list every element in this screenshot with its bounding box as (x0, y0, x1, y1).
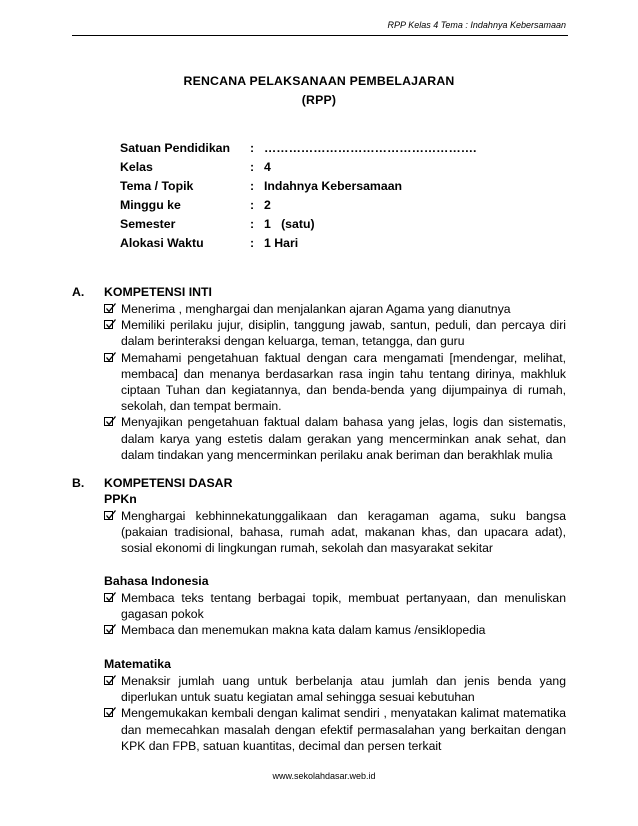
list-item-text: Membaca teks tentang berbagai topik, membuat pertanyaan, dan menuliskan gagasan pokok (121, 591, 566, 622)
section-b-letter: B. (72, 476, 85, 490)
header-rule (72, 35, 568, 36)
list-item-text: Memiliki perilaku jujur, disiplin, tanggung jawab, santun, peduli, dan percaya diri dalam berinteraksi dengan keluarga, teman, tetangga, dan guru (121, 318, 566, 349)
list-item (104, 350, 566, 415)
list-item-text: Memahami pengetahuan faktual dengan cara mengamati [mendengar, melihat, membaca] dan menanya berdasarkan rasa ingin tahu tentang dirinya, makhluk ciptaan Tuhan dan kegiatannya, dan benda-benda yang dijumpainya di rumah, sekolah, dan tempat bermain. (121, 350, 566, 414)
identity-colon: : (250, 236, 255, 250)
identity-value: ……………………………………………. (264, 141, 477, 155)
identity-value: 1 (satu) (264, 217, 315, 231)
list-item (104, 673, 566, 705)
identity-value: Indahnya Kebersamaan (264, 179, 403, 193)
subject-heading-bahasa: Bahasa Indonesia (104, 574, 209, 588)
checkbox-icon (104, 676, 113, 685)
list-item-text: Mengemukakan kembali dengan kalimat sendiri , menyatakan kalimat matematika dan memecahkan masalah dengan efektif permasalahan yang berkaitan dengan KPK dan FPB, satuan kuantitas, decimal dan persen terkait (121, 706, 566, 753)
identity-colon: : (250, 217, 255, 231)
section-b-heading (72, 476, 232, 490)
identity-label: Satuan Pendidikan (120, 141, 231, 155)
list-item (104, 705, 566, 754)
identity-label: Minggu ke (120, 198, 181, 212)
identity-value: 1 Hari (264, 236, 299, 250)
identity-colon: : (250, 179, 255, 193)
identity-colon: : (250, 198, 255, 212)
section-a-title: KOMPETENSI INTI (104, 285, 212, 299)
identity-label: Semester (120, 217, 176, 231)
section-b-title: KOMPETENSI DASAR (104, 476, 233, 490)
identity-value: 2 (264, 198, 271, 212)
identity-row (120, 198, 476, 217)
list-item (104, 622, 566, 638)
bahasa-list (104, 590, 566, 639)
identity-colon: : (250, 160, 255, 174)
document-title: RENCANA PELAKSANAAN PEMBELAJARAN (183, 74, 455, 88)
list-item (104, 317, 566, 349)
footer-url: www.sekolahdasar.web.id (272, 771, 376, 781)
identity-row (120, 141, 476, 160)
identity-row (120, 217, 476, 236)
checkbox-icon (104, 625, 113, 634)
ppkn-list (104, 508, 566, 557)
identity-colon: : (250, 141, 255, 155)
subject-heading-ppkn: PPKn (104, 492, 137, 506)
list-item (104, 301, 566, 317)
list-item (104, 414, 566, 463)
checkbox-icon (104, 320, 113, 329)
checkbox-icon (104, 304, 113, 313)
section-a-letter: A. (72, 285, 85, 299)
identity-row (120, 236, 476, 255)
identity-row (120, 179, 476, 198)
checkbox-icon (104, 511, 113, 520)
checkbox-icon (104, 593, 113, 602)
identity-value: 4 (264, 160, 271, 174)
list-item-text: Menghargai kebhinnekatunggalikaan dan keragaman agama, suku bangsa (pakaian tradisional, bahasa, rumah adat, makanan khas, dan upacara adat), sosial ekonomi di lingkungan rumah, sekolah dan masyarakat sekitar (121, 509, 566, 556)
list-item-text: Menerima , menghargai dan menjalankan ajaran Agama yang dianutnya (121, 302, 511, 316)
running-header: RPP Kelas 4 Tema : Indahnya Kebersamaan (387, 20, 566, 30)
document-subtitle: (RPP) (301, 93, 337, 107)
identity-table (120, 141, 476, 255)
kompetensi-inti-list (104, 301, 566, 463)
section-a-heading (72, 285, 212, 299)
list-item-text: Menyajikan pengetahuan faktual dalam bahasa yang jelas, logis dan sistematis, dalam karya yang estetis dalam gerakan yang mencerminkan anak sehat, dan dalam tindakan yang mencerminkan perilaku anak beriman dan berakhlak mulia (121, 415, 566, 462)
identity-label: Alokasi Waktu (120, 236, 204, 250)
list-item-text: Membaca dan menemukan makna kata dalam kamus /ensiklopedia (121, 623, 486, 638)
checkbox-icon (104, 353, 113, 362)
identity-label: Kelas (120, 160, 153, 174)
list-item (104, 508, 566, 557)
checkbox-icon (104, 708, 113, 717)
identity-label: Tema / Topik (120, 179, 194, 193)
list-item-text: Menaksir jumlah uang untuk berbelanja atau jumlah dan jenis benda yang diperlukan untuk suatu kegiatan amal sehingga sesuai kebutuhan (121, 674, 566, 705)
identity-row (120, 160, 476, 179)
checkbox-icon (104, 417, 113, 426)
subject-heading-matematika: Matematika (104, 657, 171, 671)
matematika-list (104, 673, 566, 754)
list-item (104, 590, 566, 622)
